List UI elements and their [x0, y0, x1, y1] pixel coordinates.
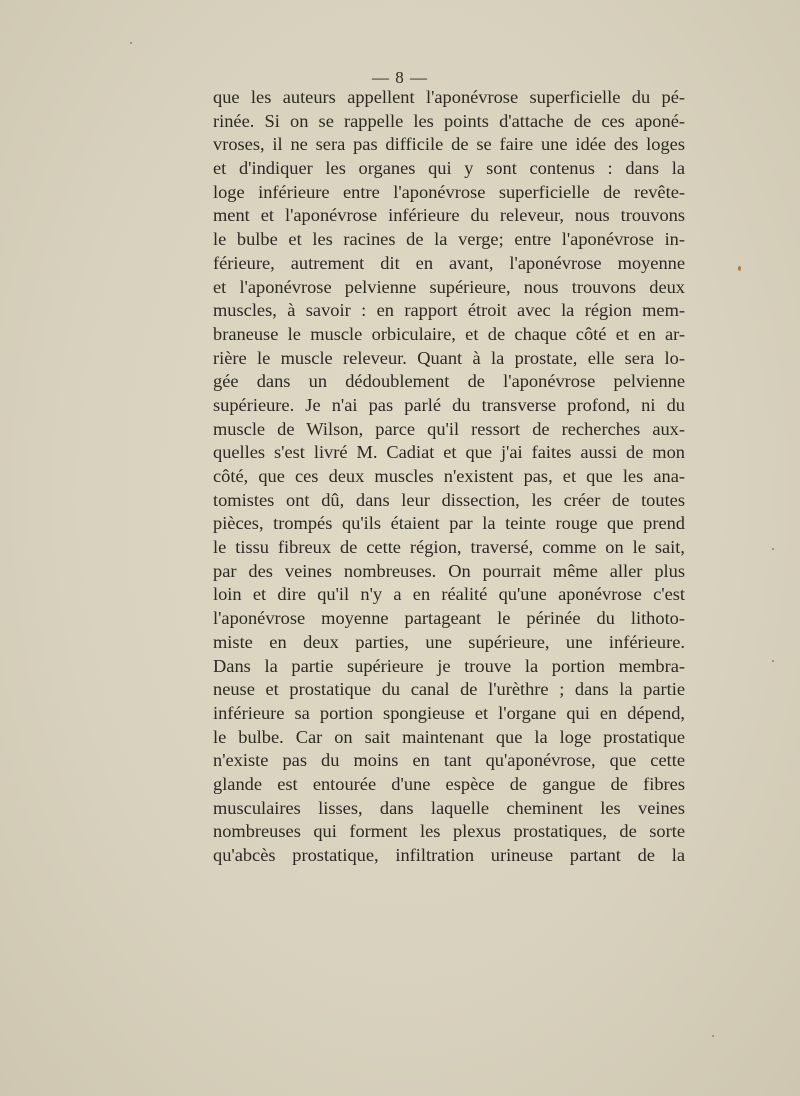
text-line: pièces, trompés qu'ils étaient par la teinte rouge que prend [213, 513, 685, 534]
paper-speck [712, 1035, 714, 1037]
text-line: et l'aponévrose pelvienne supérieure, nous trouvons deux [213, 276, 685, 297]
text-line: tomistes ont dû, dans leur dissection, les créer de toutes [213, 489, 685, 510]
text-line: Dans la partie supérieure je trouve la portion membra- [213, 655, 685, 676]
paper-speck [772, 548, 774, 550]
paper-speck [772, 660, 774, 662]
text-line: miste en deux parties, une supérieure, une inférieure. [213, 631, 685, 652]
text-line: glande est entourée d'une espèce de gangue de fibres [213, 773, 685, 794]
paper-speck [738, 266, 741, 271]
text-line: braneuse le muscle orbiculaire, et de chaque côté et en ar- [213, 323, 685, 344]
text-line: côté, que ces deux muscles n'existent pas, et que les ana- [213, 466, 685, 486]
text-line: muscles, à savoir : en rapport étroit avec la région mem- [213, 300, 685, 321]
text-line: l'aponévrose moyenne partageant le périnée du lithoto- [213, 608, 685, 629]
text-line: supérieure. Je n'ai pas parlé du transverse profond, ni du [213, 394, 685, 415]
text-line: rinée. Si on se rappelle les points d'attache de ces aponé- [213, 110, 685, 131]
body-text [213, 86, 685, 868]
text-line: gée dans un dédoublement de l'aponévrose pelvienne [213, 371, 685, 392]
text-line: férieure, autrement dit en avant, l'aponévrose moyenne [213, 252, 685, 273]
text-line: loin et dire qu'il n'y a en réalité qu'une aponévrose c'est [213, 584, 685, 605]
text-line: rière le muscle releveur. Quant à la prostate, elle sera lo- [213, 347, 685, 368]
text-line: ment et l'aponévrose inférieure du releveur, nous trouvons [213, 205, 685, 226]
page-number: — 8 — [372, 68, 428, 87]
text-line: loge inférieure entre l'aponévrose superficielle de revête- [213, 181, 685, 202]
text-line: quelles s'est livré M. Cadiat et que j'ai faites aussi de mon [213, 442, 685, 463]
text-line: muscle de Wilson, parce qu'il ressort de recherches aux- [213, 418, 685, 439]
text-line: nombreuses qui forment les plexus prostatiques, de sorte [213, 821, 685, 842]
text-line: le bulbe et les racines de la verge; entre l'aponévrose in- [213, 229, 685, 250]
text-line: par des veines nombreuses. On pourrait même aller plus [213, 560, 685, 581]
text-line: vroses, il ne sera pas difficile de se faire une idée des loges [213, 134, 685, 155]
text-line: le bulbe. Car on sait maintenant que la loge prostatique [213, 726, 685, 747]
text-line: qu'abcès prostatique, infiltration urineuse partant de la [213, 845, 685, 865]
text-line: n'existe pas du moins en tant qu'aponévrose, que cette [213, 750, 685, 771]
paper-speck [130, 42, 132, 44]
text-line: le tissu fibreux de cette région, traversé, comme on le sait, [213, 537, 685, 558]
text-line: musculaires lisses, dans laquelle cheminent les veines [213, 797, 685, 818]
text-line: neuse et prostatique du canal de l'urèthre ; dans la partie [213, 679, 685, 700]
text-line: et d'indiquer les organes qui y sont contenus : dans la [213, 158, 685, 179]
text-line: que les auteurs appellent l'aponévrose superficielle du pé- [213, 87, 685, 107]
text-line: inférieure sa portion spongieuse et l'organe qui en dépend, [213, 702, 685, 723]
